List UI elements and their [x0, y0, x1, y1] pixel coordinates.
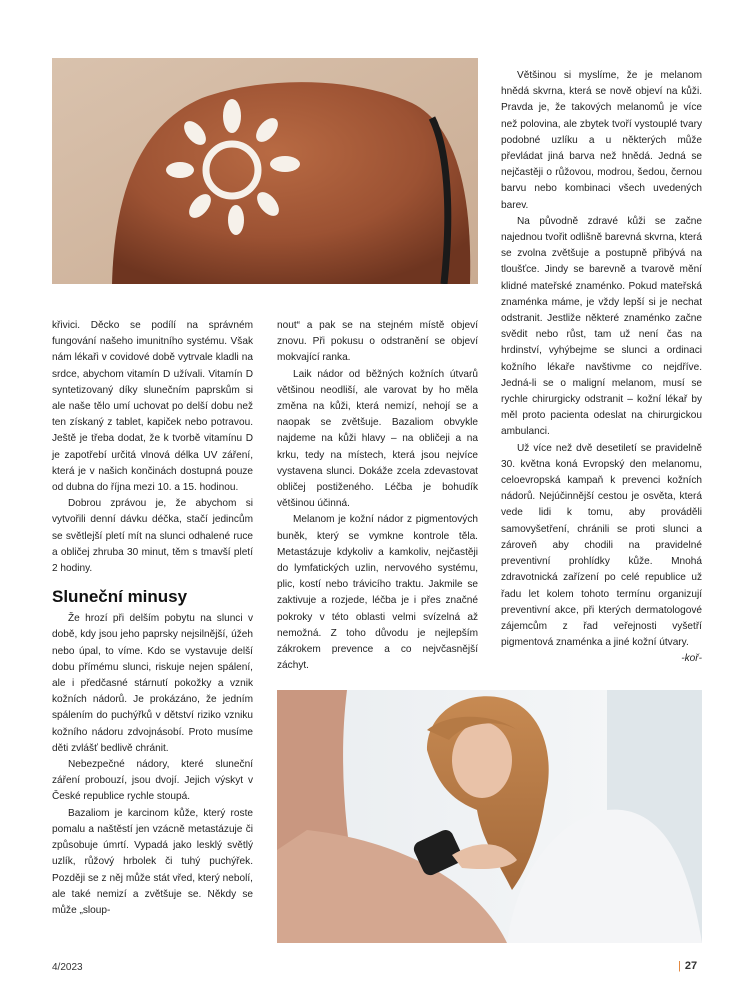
- dermatologist-exam-photo: [277, 690, 702, 943]
- article-paragraph: Většinou si myslíme, že je melanom hnědá skvrna, která se nově objeví na kůži. Pravda je, že takových melanomů je více než polovina, ale zbytek tvoří vystouplé tvary podobné uzlíku a u některých může převládat jiná barva než hnědá. Jedná se nejčastěji o růžovou, modrou, šedou, černou barvu nebo kombinaci všech uvedených barev.: [501, 70, 702, 211]
- author-signature: -koř-: [681, 653, 702, 665]
- article-paragraph: Laik nádor od běžných kožních útvarů většinou neodliší, ale varovat by ho měla změna na kůži, která nemizí, nehojí se a naopak se zvětšuje. Bazaliom obvykle najdeme na kůži hlavy – na obličeji a na krku, tedy na místech, která jsou nejvíce vystavena slunci. Dokáže zcela zdevastovat obličej postiženého. Léčba je bohudík většinou účinná.: [277, 368, 478, 510]
- article-paragraph: Bazaliom je karcinom kůže, který roste pomalu a naštěstí jen vzácně metastázuje či způsobuje úmrtí. Vypadá jako lesklý světlý uzlík, růžový hrbolek či tuhý puchýřek. Později se z něj může stát vřed, který nebolí, ale také nemizí a zvětšuje se. Někdy se může „sloup-: [52, 807, 253, 916]
- sunscreen-sun-photo: [52, 58, 478, 284]
- article-paragraph: Melanom je kožní nádor z pigmentových buněk, který se vymkne kontrole těla. Metastázuje kdykoliv a kamkoliv, nejčastěji do lymfatických uzlin, nervového systému, plic, kostí nebo trávicího traktu. Jakmile se zaktivuje a rozjede, léčba je i přes značné pokroky v této oblasti velmi svízelná až nemožná. Z toho důvodu je nejlepším zákrokem prevence a co nejvčasnější záchyt.: [277, 514, 478, 672]
- section-heading: Sluneční minusy: [52, 587, 188, 607]
- article-column-2: [277, 318, 478, 674]
- article-paragraph: Nebezpečné nádory, které sluneční záření probouzí, jsou dvojí. Jejich výskyt v České republice rychle stoupá.: [52, 759, 253, 803]
- article-column-3: [501, 68, 702, 668]
- article-column-1: [52, 318, 253, 919]
- page-divider: |: [678, 960, 681, 972]
- article-paragraph: křivici. Děcko se podílí na správném fungování našeho imunitního systému. Však nám lékaři v covidové době vytrvale kladli na srdce, abychom vitamín D užívali. Vitamín D syntetizovaný díky slunečním paprskům si ale naše tělo umí uchovat po delší dobu než ten získaný z tablet, kapiček nebo potravou. Ještě je třeba dodat, že k tvorbě vitamínu D je zapotřebí určitá vlnová délka UV záření, která je v našich končinách dostupná pouze od dubna do října mezi 10. a 15. hodinou.: [52, 320, 253, 494]
- page-number-block: [678, 960, 697, 972]
- article-paragraph: Dobrou zprávou je, že abychom si vytvořili denní dávku déčka, stačí jedincům se světlejší pletí mít na slunci odhalené ruce a obličej zhruba 30 minut, těm s tmavší pletí 2 hodiny.: [52, 498, 253, 575]
- article-paragraph: Že hrozí při delším pobytu na slunci v době, kdy jsou jeho paprsky nejsilnější, úžeh nebo úpal, to víme. Kdo se vystavuje delší dobu přímému slunci, riskuje nejen spálení, ale i předčasné stárnutí pokožky a vznik kožních nádorů. Je prokázáno, že jedním spálením do puchýřků v dětství riziko vzniku kožního nádoru zdvojnásobí. Proto musíme děti zvlášť bedlivě chránit.: [52, 613, 253, 754]
- issue-number: 4/2023: [52, 962, 83, 973]
- article-paragraph: Na původně zdravé kůži se začne najednou tvořit odlišně barevná skvrna, která se zvolna zvětšuje a postupně přibývá na tloušťce. Jindy se barevně a tvarově mění klidné mateřské znaménko. Pokud mateřská znaménka máme, je vždy lepší si je nechat odstranit. Jestliže některé znaménko začne svědit nebo růst, tam už není čas na hrdinství, vyhýbejme se slunci a ordinaci kožního lékaře navštivme co nejdříve. Jedná-li se o maligní melanom, musí se rychle chirurgicky odstranit – kožní lékař by měl proto pacienta odeslat na chirurgickou ambulanci.: [501, 215, 702, 438]
- article-paragraph: nout“ a pak se na stejném místě objeví znovu. Při pokusu o odstranění se objeví mokvající ranka.: [277, 320, 478, 364]
- article-paragraph: Už více než dvě desetiletí se pravidelně 30. května koná Evropský den melanomu, celoevropská kampaň k prevenci kožních nádorů. Nejúčinnější cestou je osvěta, která vede lidi k tomu, aby prováděli samovyšetření, chránili se proti slunci a zároveň aby chodili na pravidelné preventivní prohlídky kůže. Mnohá zdravotnická zařízení po celé republice už řadu let kolem tohoto termínu organizují preventivní akce, při kterých dermatologové zájemcům z řad veřejnosti vyšetří pigmentová znaménka a jiné kožní útvary.: [501, 442, 702, 649]
- page-number: 27: [684, 960, 698, 972]
